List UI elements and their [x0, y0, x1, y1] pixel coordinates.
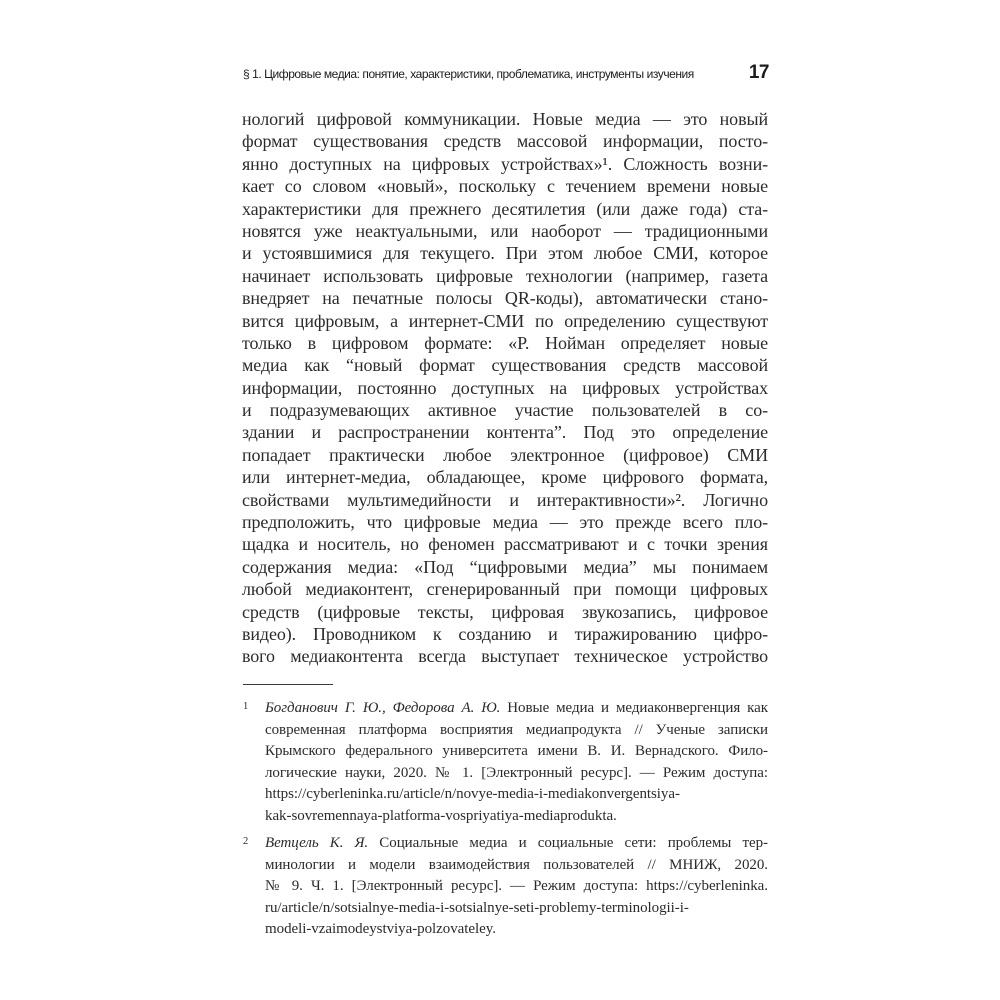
- footnote-2: [243, 833, 768, 941]
- footnote-authors: Богданович Г. Ю., Федорова А. Ю.: [265, 700, 501, 716]
- page-number: 17: [748, 62, 769, 83]
- body-line: и устоявшимися для текущего. При этом любое СМИ, которое: [242, 243, 768, 264]
- footnote-line: [265, 698, 768, 720]
- footnote-marker: 1: [243, 701, 249, 712]
- body-line: внедряет на печатные полосы QR-коды), автоматически стано-: [242, 288, 768, 309]
- body-line: здании и распространении контента”. Под это определение: [242, 422, 768, 443]
- footnote-marker: 2: [243, 836, 249, 847]
- section-title: § 1. Цифровые медиа: понятие, характеристики, проблематика, инструменты изучения: [243, 67, 694, 81]
- footnote-text: Социальные медиа и социальные сети: проблемы тер-: [368, 835, 768, 851]
- body-line: формат существования средств массовой информации, посто-: [242, 131, 768, 152]
- footnote-text: Новые медиа и медиаконвергенция как: [500, 700, 768, 716]
- footnote-line: № 9. Ч. 1. [Электронный ресурс]. — Режим доступа: https://cyberleninka.: [265, 878, 768, 894]
- footnote-authors: Ветцель К. Я.: [265, 835, 369, 851]
- body-line: средств (цифровые тексты, цифровая звукозапись, цифровое: [242, 601, 768, 622]
- body-line: новятся уже неактуальными, или наоборот — традиционными: [242, 220, 768, 241]
- footnote-line: modeli-vzaimodeystviya-polzovateley.: [265, 921, 496, 937]
- body-line: предположить, что цифровые медиа — это прежде всего пло-: [242, 512, 768, 533]
- footnote-separator: [243, 684, 333, 685]
- body-line: информации, постоянно доступных на цифровых устройствах: [242, 377, 768, 398]
- footnote-line: https://cyberleninka.ru/article/n/novye-media-i-mediakonvergentsiya-: [265, 786, 680, 802]
- footnote-line: ru/article/n/sotsialnye-media-i-sotsialnye-seti-problemy-terminologii-i-: [265, 899, 689, 916]
- body-line: содержания медиа: «Под “цифровыми медиа” мы понимаем: [242, 556, 768, 577]
- body-line: только в цифровом формате: «Р. Нойман определяет новые: [242, 332, 768, 353]
- footnote-line: логические науки, 2020. № 1. [Электронный ресурс]. — Режим доступа:: [265, 764, 768, 781]
- footnote-line: kak-sovremennaya-platforma-vospriyatiya-mediaprodukta.: [265, 807, 617, 824]
- body-line: или интернет-медиа, обладающее, кроме цифрового формата,: [242, 467, 768, 488]
- body-line: свойствами мультимедийности и интерактивности»². Логично: [242, 489, 768, 510]
- body-line: характеристики для прежнего десятилетия (или даже года) ста-: [242, 198, 768, 219]
- footnote-line: современная платформа восприятия медиапродукта // Ученые записки: [265, 721, 768, 738]
- footnote-line: [265, 833, 768, 855]
- body-line: медиа как “новый формат существования средств массовой: [242, 355, 768, 376]
- body-paragraph: [242, 108, 768, 668]
- body-line: щадка и носитель, но феномен рассматривают и с точки зрения: [242, 534, 768, 555]
- body-line: вого медиаконтента всегда выступает техническое устройство: [242, 646, 768, 667]
- body-line: начинает использовать цифровые технологии (например, газета: [242, 265, 768, 286]
- body-line: нологий цифровой коммуникации. Новые медиа — это новый: [242, 109, 768, 129]
- body-line: видео). Проводником к созданию и тиражированию цифро-: [242, 623, 768, 644]
- body-line: янно доступных на цифровых устройствах»¹. Сложность возни-: [242, 153, 768, 174]
- body-line: попадает практически любое электронное (цифровое) СМИ: [242, 444, 768, 465]
- running-head: [243, 62, 769, 84]
- footnote-1: [243, 698, 768, 827]
- body-line: любой медиаконтент, сгенерированный при помощи цифровых: [242, 579, 768, 600]
- body-line: вится цифровым, а интернет-СМИ по определению существуют: [242, 310, 768, 331]
- footnote-line: минологии и модели взаимодействия пользователей // МНИЖ, 2020.: [265, 856, 768, 873]
- body-line: и подразумевающих активное участие пользователей в со-: [242, 400, 768, 421]
- footnote-line: Крымского федерального университета имени В. И. Вернадского. Фило-: [265, 743, 768, 759]
- body-line: кает со словом «новый», поскольку с течением времени новые: [242, 176, 768, 197]
